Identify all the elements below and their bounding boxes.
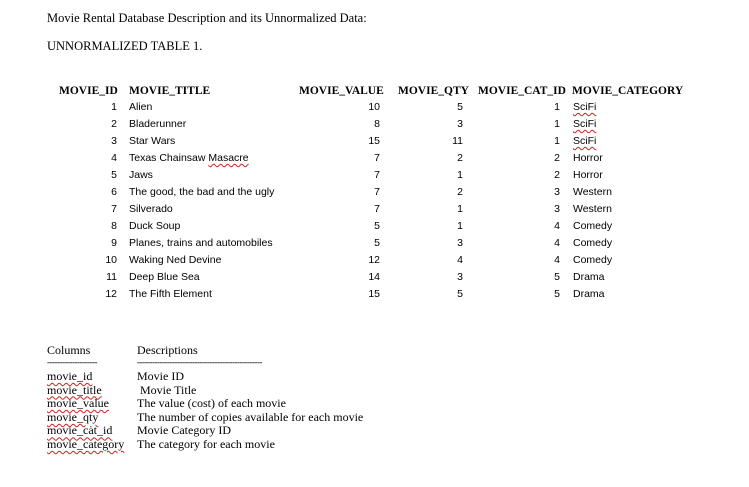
cell-movie-qty: 2 [457,186,463,198]
header-movie-category: MOVIE_CATEGORY [572,85,684,97]
cell-movie-category: Western [573,186,612,198]
cell-movie-title: Silverado [129,203,173,215]
cell-movie-id: 3 [111,135,117,147]
cell-movie-qty: 3 [457,271,463,283]
cell-movie-id: 9 [111,237,117,249]
description-column-name: movie_title [47,382,102,397]
cell-movie-value: 7 [374,203,380,215]
columns-header: Columns [47,343,91,357]
cell-movie-cat-id: 4 [554,254,560,266]
cell-movie-id: 7 [111,203,117,215]
cell-movie-cat-id: 5 [554,271,560,283]
cell-movie-value: 10 [368,101,380,113]
cell-movie-value: 8 [374,118,380,130]
cell-movie-category: Western [573,203,612,215]
cell-movie-title: Alien [129,101,153,113]
description-text: Movie Title [137,382,197,397]
cell-movie-category: Horror [573,152,603,164]
cell-movie-id: 12 [105,288,117,300]
description-text: The number of copies available for each movie [137,409,364,424]
description-text: Movie ID [137,369,184,383]
cell-movie-title: Bladerunner [129,118,187,130]
descriptions-header: Descriptions [137,343,198,357]
description-column-name: movie_value [47,396,109,411]
cell-movie-category: Drama [573,271,605,283]
cell-movie-cat-id: 3 [554,186,560,198]
cell-movie-title: Jaws [129,169,153,181]
cell-movie-title: Planes, trains and automobiles [129,237,273,249]
cell-movie-cat-id: 1 [554,135,560,147]
description-text: The category for each movie [137,437,275,451]
header-movie-id: MOVIE_ID [59,85,118,97]
table-title: UNNORMALIZED TABLE 1. [47,39,203,53]
cell-movie-title: Deep Blue Sea [129,271,200,283]
cell-movie-qty: 2 [457,152,463,164]
document-title: Movie Rental Database Description and its Unnormalized Data: [47,11,367,25]
cell-movie-cat-id: 1 [554,101,560,113]
cell-movie-category: SciFi [573,118,597,130]
cell-movie-category: Comedy [573,254,613,266]
cell-movie-id: 10 [105,254,117,266]
cell-movie-cat-id: 2 [554,169,560,181]
cell-movie-qty: 3 [457,237,463,249]
cell-movie-value: 12 [368,254,380,266]
cell-movie-value: 7 [374,152,380,164]
cell-movie-title: Duck Soup [129,220,181,232]
cell-movie-value: 5 [374,220,380,232]
cell-movie-id: 4 [111,152,117,164]
cell-movie-value: 7 [374,169,380,181]
cell-movie-id: 11 [106,271,117,283]
cell-movie-qty: 11 [452,135,463,147]
cell-movie-category: Horror [573,169,603,181]
header-movie-cat-id: MOVIE_CAT_ID [478,85,566,97]
columns-divider: -------------------- [47,357,97,367]
cell-movie-id: 6 [111,186,117,198]
cell-movie-value: 5 [374,237,380,249]
cell-movie-cat-id: 5 [554,288,560,300]
cell-movie-id: 2 [111,118,117,130]
cell-movie-title: The Fifth Element [129,288,212,300]
description-column-name: movie_category [47,437,125,451]
header-movie-value: MOVIE_VALUE [299,85,384,97]
cell-movie-title: The good, the bad and the ugly [129,186,275,198]
cell-movie-title: Star Wars [129,135,176,147]
cell-movie-category: Drama [573,288,605,300]
cell-movie-qty: 1 [457,220,463,232]
header-movie-qty: MOVIE_QTY [398,85,469,97]
description-column-name: movie_qty [47,409,99,424]
cell-movie-cat-id: 4 [554,220,560,232]
cell-movie-id: 1 [111,101,117,113]
cell-movie-qty: 1 [457,169,463,181]
cell-movie-cat-id: 1 [554,118,560,130]
cell-movie-qty: 4 [457,254,463,266]
cell-movie-cat-id: 4 [554,237,560,249]
description-column-name: movie_id [47,369,93,383]
cell-movie-category: SciFi [573,101,597,113]
cell-movie-cat-id: 2 [554,152,560,164]
cell-movie-qty: 5 [457,288,463,300]
description-column-name: movie_cat_id [47,423,113,438]
cell-movie-value: 14 [368,271,380,283]
cell-movie-title: Texas Chainsaw Masacre [129,152,249,164]
cell-movie-id: 5 [111,169,117,181]
cell-movie-value: 15 [368,288,380,300]
cell-movie-category: Comedy [573,237,613,249]
description-text: Movie Category ID [137,423,231,438]
cell-movie-id: 8 [111,220,117,232]
cell-movie-value: 15 [368,135,380,147]
cell-movie-qty: 1 [457,203,463,215]
cell-movie-value: 7 [374,186,380,198]
cell-movie-qty: 5 [457,101,463,113]
cell-movie-category: SciFi [573,135,597,147]
cell-movie-cat-id: 3 [554,203,560,215]
cell-movie-title: Waking Ned Devine [129,254,222,266]
cell-movie-qty: 3 [457,118,463,130]
cell-movie-category: Comedy [573,220,613,232]
description-text: The value (cost) of each movie [137,396,286,411]
header-movie-title: MOVIE_TITLE [129,85,211,97]
descriptions-divider: -------------------------------------------------- [137,357,262,367]
